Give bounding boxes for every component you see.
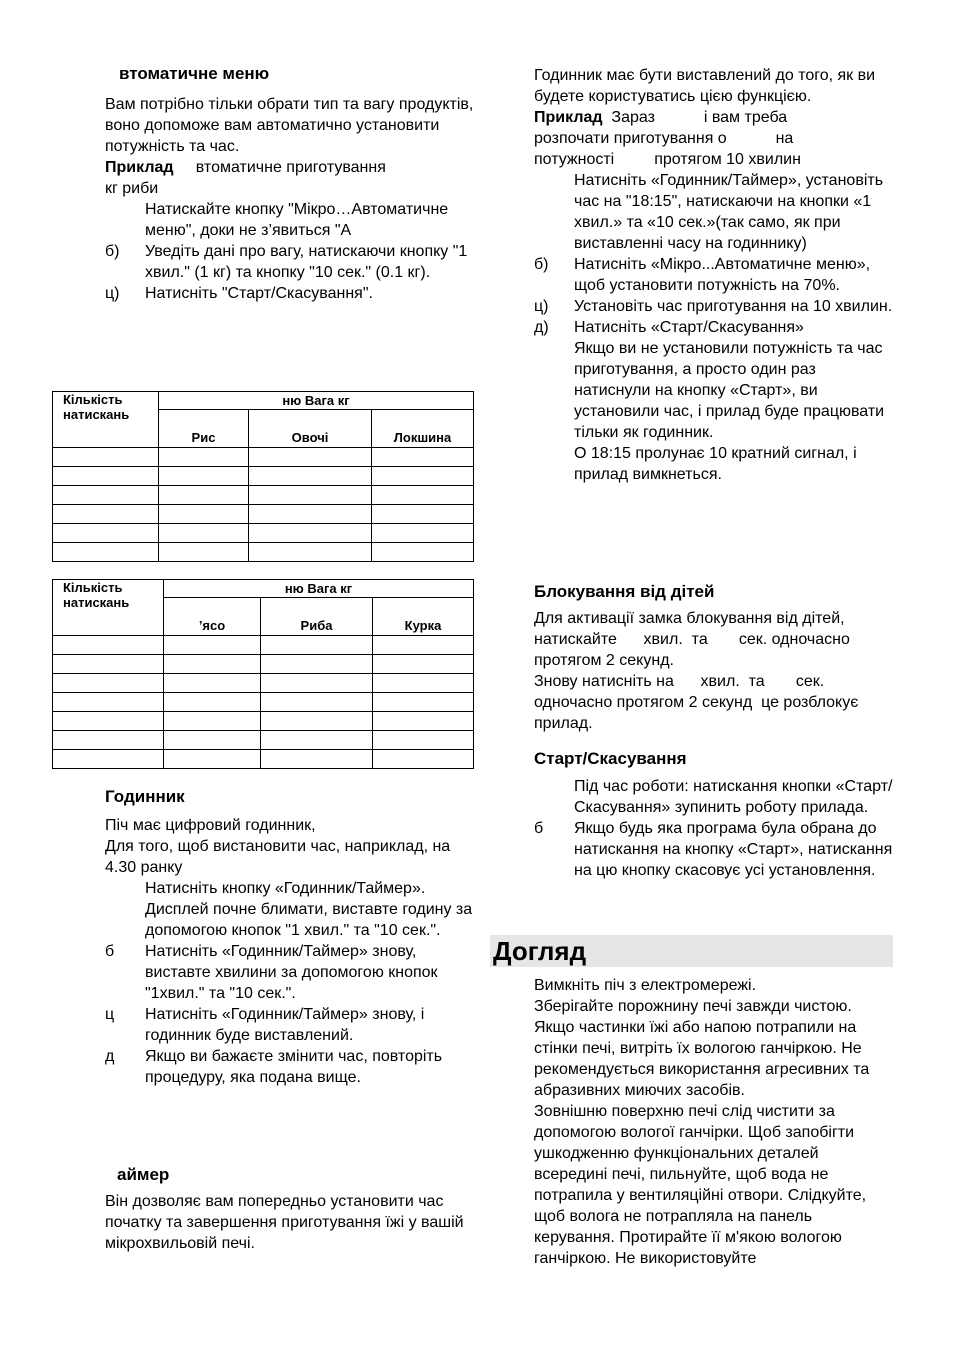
table-row [53, 486, 474, 505]
table-row [53, 543, 474, 562]
table-cell [372, 486, 474, 505]
step-item [534, 317, 894, 485]
step-text: Установіть час приготування на 10 хвилин. [574, 298, 893, 315]
care-text: Вимкніть піч з електромережі. Зберігайте порожнину печі завжди чистою. Якщо частинки їжі або напою потрапили на стінки печі, витріть їх вологою ганчіркою. Не рекомендується використання агресивних та абразивних миючих засобів. Зовнішню поверхню печі слід чистити за допомогою вологої ганчірки. Щоб запобігти ушкодженню функціональних деталей всередині печі, пильнуйте, щоб вода не потрапила у вентиляційні отвори. Слідкуйте, щоб волога не потрапляла на панель керування. Протирайте її м'якою вологою ганчіркою. Не використовуйте [534, 977, 870, 1267]
timer-heading: аймер [117, 1165, 170, 1184]
table-cell [159, 467, 249, 486]
step-marker: б) [534, 256, 549, 273]
table-row [53, 693, 474, 712]
table-cell [53, 731, 164, 750]
child-lock-text: Для активації замка блокування від дітей, натискайте хвил. та сек. одночасно протягом 2 секунд. Знову натисніть на хвил. та сек. одночасно протягом 2 секунд це розблокує прилад. [534, 610, 859, 732]
clock-heading: Годинник [105, 787, 185, 806]
table-row [53, 636, 474, 655]
table-cell [373, 712, 474, 731]
table-cell [372, 543, 474, 562]
table-cell [53, 448, 159, 467]
table-cell [53, 693, 164, 712]
table-cell [159, 524, 249, 543]
table-row [53, 750, 474, 769]
step-item [105, 241, 475, 283]
table-cell [373, 693, 474, 712]
step-marker: ц) [534, 298, 549, 315]
column-header: Овочі [249, 410, 372, 448]
step-item [105, 1004, 475, 1046]
care-heading: Догляд [493, 936, 587, 966]
step-marker: ц [105, 1006, 115, 1023]
table-cell [164, 731, 261, 750]
table-cell [53, 486, 159, 505]
clock-intro: Піч має цифровий годинник, Для того, щоб виcтановити час, наприклад, на 4.30 ранку [105, 817, 451, 876]
timer-example [534, 107, 894, 170]
table-cell [372, 448, 474, 467]
table-cell [164, 750, 261, 769]
table-row [53, 712, 474, 731]
table-row [53, 731, 474, 750]
column-header: Курка [373, 598, 474, 636]
table-cell [249, 524, 372, 543]
table-cell [164, 674, 261, 693]
table-cell [249, 486, 372, 505]
table-cell [373, 750, 474, 769]
start-cancel-steps [534, 776, 897, 881]
step-item [534, 818, 897, 881]
table-cell [164, 693, 261, 712]
auto-menu-steps [105, 199, 475, 304]
group-header: ню Вага кг [159, 392, 474, 410]
table-cell [53, 674, 164, 693]
table-cell [159, 505, 249, 524]
table-cell [261, 693, 373, 712]
step-text: Якщо ви бажаєте змінити час, повторіть процедуру, яка подана вище. [145, 1048, 447, 1086]
table-cell [53, 636, 164, 655]
table-cell [53, 712, 164, 731]
column-header: ’ясо [164, 598, 261, 636]
table-cell [261, 750, 373, 769]
step-text: Уведіть дані про вагу, натискаючи кнопку "1 хвил." (1 кг) та кнопку "10 сек." (0.1 кг). [145, 243, 472, 281]
step-text: Натисніть «Годинник/Таймер» знову, і годинник буде виставлений. [145, 1006, 429, 1044]
table-cell [164, 655, 261, 674]
table-cell [249, 543, 372, 562]
example-label: Приклад [105, 159, 174, 176]
step-text: Під час роботи: натискання кнопки «Старт/Скасування» зупинить роботу прилада. [574, 778, 893, 816]
step-text: Якщо будь яка програма була обрана до натискання на кнопку «Старт», натискання на цю кнопку скасовує усі установлення. [574, 820, 897, 879]
auto-menu-heading: втоматичне меню [119, 64, 270, 83]
clock-steps [105, 878, 475, 1088]
table-cell [159, 543, 249, 562]
step-item [534, 776, 894, 818]
table-cell [249, 505, 372, 524]
step-marker: б) [105, 243, 120, 260]
table-cell [373, 674, 474, 693]
table-cell [261, 731, 373, 750]
column-header: Рис [159, 410, 249, 448]
example-text: втоматичне приготування кг риби [105, 159, 386, 197]
table-cell [53, 655, 164, 674]
table-cell [372, 524, 474, 543]
step-item [534, 170, 894, 254]
table-cell [261, 712, 373, 731]
weight-table-1 [52, 391, 474, 562]
example-label: Приклад [534, 109, 603, 126]
table-cell [372, 467, 474, 486]
step-text: Натисніть «Мікро...Автоматичне меню», щоб установити потужність на 70%. [574, 256, 875, 294]
column-header: Риба [261, 598, 373, 636]
step-item [534, 296, 894, 317]
table-cell [53, 524, 159, 543]
step-text: Натисніть «Годинник/Таймер» знову, виставте хвилини за допомогою кнопок "1хвил." та "10 сек.". [145, 943, 443, 1002]
table-cell [372, 505, 474, 524]
table-cell [249, 467, 372, 486]
table-cell [159, 448, 249, 467]
table-row [53, 448, 474, 467]
child-lock-heading: Блокування від дітей [534, 582, 715, 601]
step-text: Натискайте кнопку "Мікро…Автоматичне меню", доки не з’явиться "А [145, 201, 453, 239]
timer-intro: Годинник має бути виставлений до того, як ви будете користуватись цією функцією. [534, 67, 880, 105]
table-row [53, 674, 474, 693]
table-cell [261, 655, 373, 674]
table-row [53, 655, 474, 674]
table-cell [373, 636, 474, 655]
table-row [53, 524, 474, 543]
group-header: ню Вага кг [164, 580, 474, 598]
step-text: Натисніть "Старт/Скасування". [145, 285, 373, 302]
auto-menu-example [105, 157, 475, 199]
table-cell [164, 636, 261, 655]
table-cell [53, 750, 164, 769]
table-cell [249, 448, 372, 467]
example-text: Зараз і вам треба розпочати приготування о на потужності протягом 10 хвилин [534, 109, 801, 168]
table-cell [164, 712, 261, 731]
step-item [105, 1046, 475, 1088]
table-row [53, 467, 474, 486]
table-row [53, 505, 474, 524]
step-text: Натисніть кнопку «Годинник/Таймер». Дисплей почне блимати, виставте годину за допомогою кнопок "1 хвил." та "10 сек.". [145, 880, 477, 939]
step-item [105, 878, 475, 941]
table-cell [159, 486, 249, 505]
timer-text: Він дозволяє вам попередньо установити час початку та завершення приготування їжі у вашій мікрохвильовій печі. [105, 1193, 469, 1252]
step-marker: ц) [105, 285, 120, 302]
step-item [105, 283, 475, 304]
care-heading-bar [490, 935, 893, 967]
step-text: Натисніть «Старт/Скасування» Якщо ви не установили потужність та час приготування, а просто один раз натиснули на кнопку «Старт», ви установили час, і прилад буде працювати тільки як годинник. О 18:15 пролунає 10 кратний сигнал, і прилад вимкнеться. [574, 319, 885, 483]
table-cell [261, 674, 373, 693]
presses-header: Кількість натискань [53, 580, 164, 636]
step-item [534, 254, 894, 296]
step-item [105, 199, 475, 241]
table-cell [53, 505, 159, 524]
auto-menu-intro: Вам потрібно тільки обрати тип та вагу продуктів, воно допоможе вам автоматично установити потужність та час. [105, 96, 478, 155]
table-cell [373, 655, 474, 674]
weight-table-2 [52, 579, 474, 769]
table-cell [53, 467, 159, 486]
step-item [105, 941, 475, 1004]
step-marker: д [105, 1048, 115, 1065]
table-cell [261, 636, 373, 655]
step-marker: б [534, 820, 544, 837]
step-marker: д) [534, 319, 549, 336]
step-text: Натисніть «Годинник/Таймер», установіть час на "18:15", натискаючи на кнопки «1 хвил.» та «10 сек.»(так само, як при виставленні часу на годиннику) [574, 172, 888, 252]
start-cancel-heading: Старт/Скасування [534, 749, 687, 768]
table-cell [53, 543, 159, 562]
timer-steps [534, 170, 894, 485]
table-cell [373, 731, 474, 750]
column-header: Локшина [372, 410, 474, 448]
step-marker: б [105, 943, 115, 960]
presses-header: Кількість натискань [53, 392, 159, 448]
